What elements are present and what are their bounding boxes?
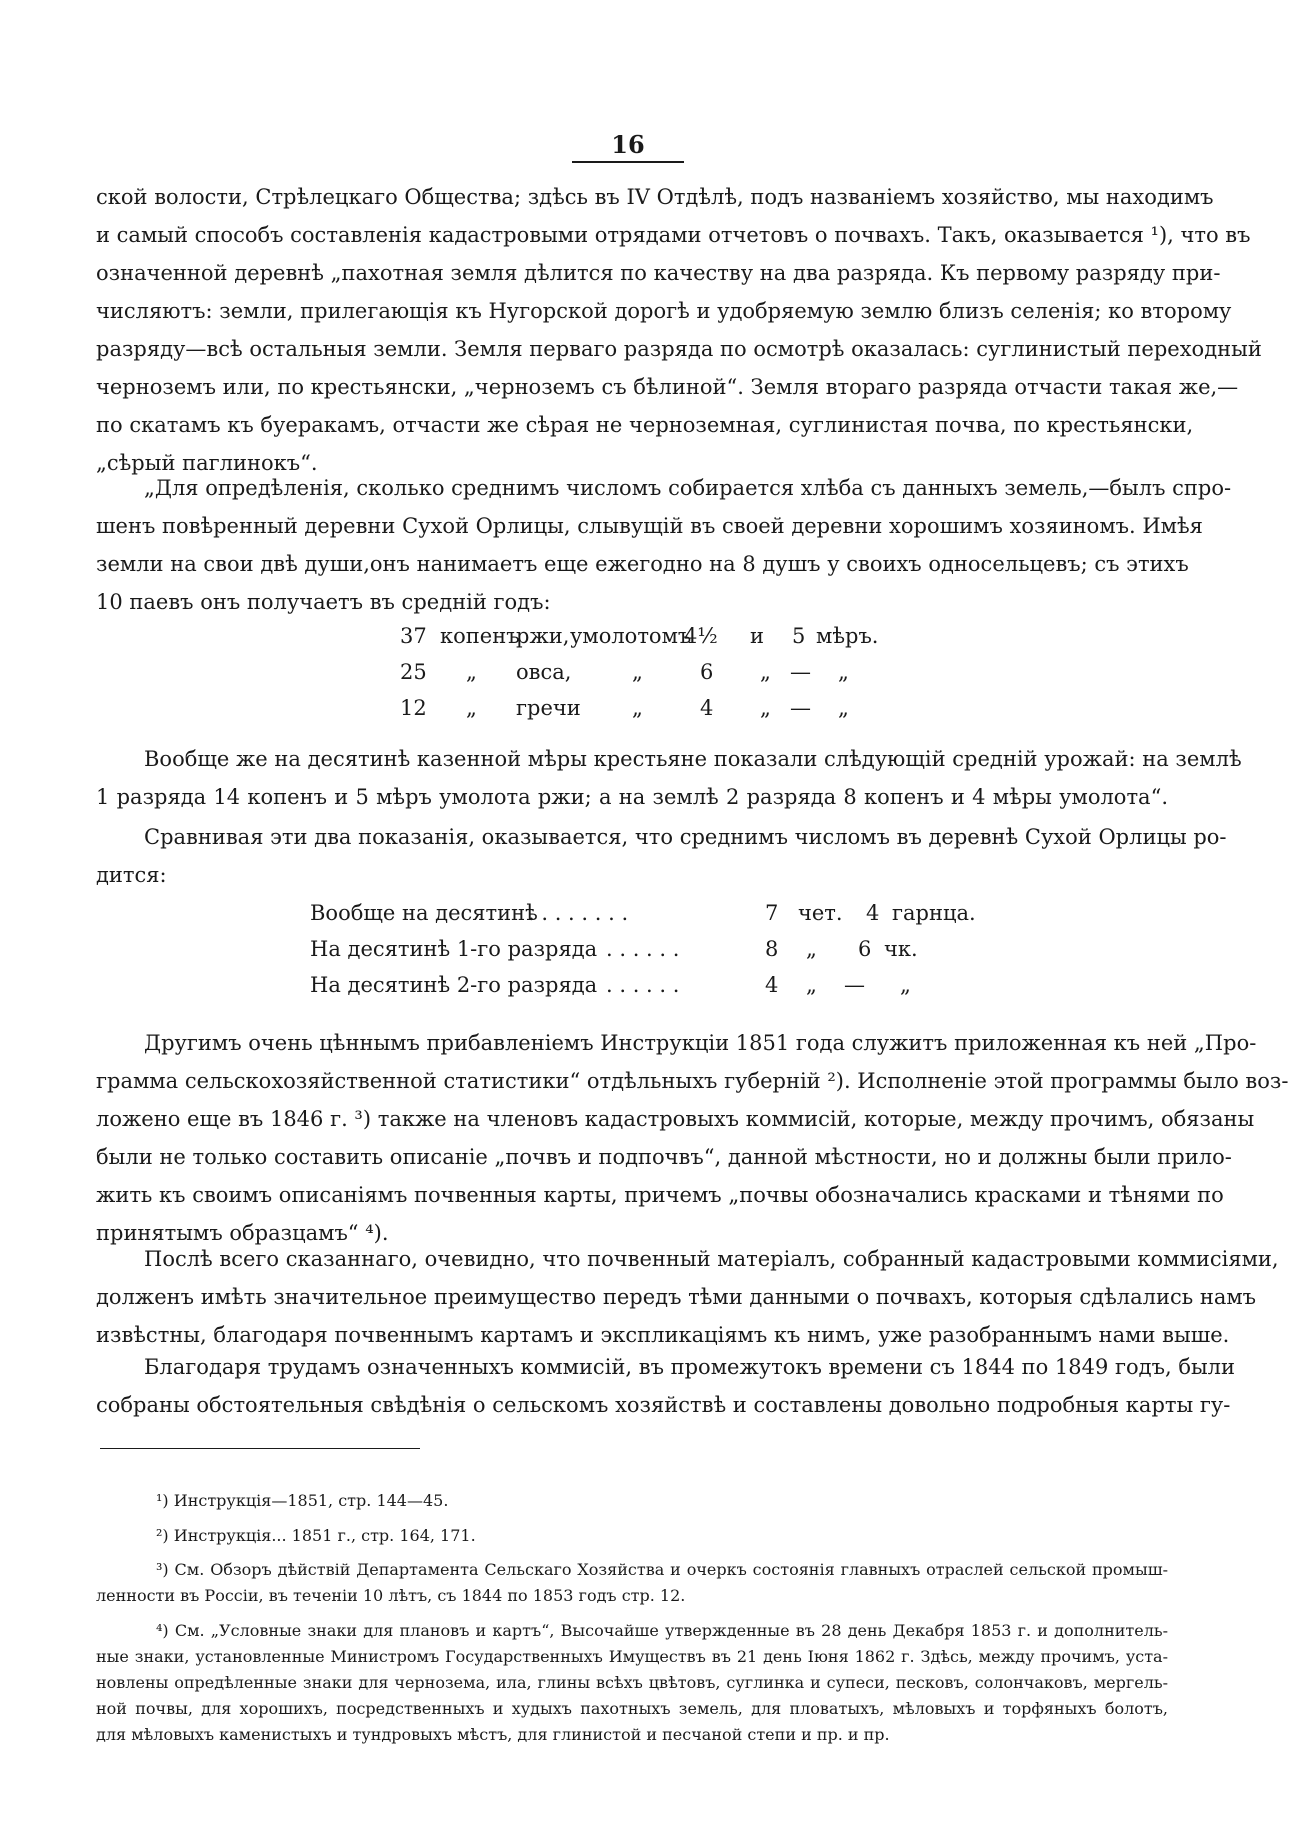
harvest-row bbox=[310, 931, 990, 967]
harvest-cell: чет. bbox=[798, 901, 843, 925]
text-line: и самый способъ составленія кадастровыми отрядами отчетовъ о почвахъ. Такъ, оказывается ¹), что въ bbox=[96, 223, 1251, 247]
yield-cell: „ bbox=[760, 660, 771, 684]
text-line: 10 паевъ онъ получаетъ въ средній годъ: bbox=[96, 590, 551, 614]
harvest-cell: „ bbox=[900, 973, 911, 997]
yield-cell: ржи, bbox=[516, 624, 570, 648]
yield-table bbox=[400, 618, 920, 728]
harvest-cell: Вообще на десятинѣ bbox=[310, 901, 538, 925]
harvest-cell: „ bbox=[806, 973, 817, 997]
paragraph-2 bbox=[96, 469, 1232, 621]
footnote-line: ленности въ Россіи, въ теченіи 10 лѣтъ, съ 1844 по 1853 годъ стр. 12. bbox=[96, 1586, 686, 1605]
harvest-cell: 4 bbox=[765, 973, 779, 997]
yield-cell: мѣръ. bbox=[816, 624, 879, 648]
yield-cell: овса, bbox=[516, 660, 572, 684]
text-line: извѣстны, благодаря почвеннымъ картамъ и экспликаціямъ къ нимъ, уже разобраннымъ нами выше. bbox=[96, 1323, 1230, 1347]
harvest-cell: . . . . . . bbox=[606, 937, 680, 961]
yield-cell: 37 bbox=[400, 624, 427, 648]
yield-cell: — bbox=[790, 660, 811, 684]
yield-cell: — bbox=[790, 696, 811, 720]
text-line: разряду—всѣ остальныя земли. Земля перваго разряда по осмотрѣ оказалась: суглинистый переходный bbox=[96, 337, 1262, 361]
text-line: Вообще же на десятинѣ казенной мѣры крестьяне показали слѣдующій средній урожай: на землѣ bbox=[144, 747, 1242, 771]
text-line: „Для опредѣленія, сколько среднимъ числомъ собирается хлѣба съ данныхъ земель,—былъ спро- bbox=[144, 476, 1232, 500]
harvest-cell: . . . . . . . . bbox=[528, 901, 629, 925]
footnote-line: новлены опредѣленные знаки для чернозема, ила, глины всѣхъ цвѣтовъ, суглинка и супеси, песковъ, солончаковъ, мергель- bbox=[96, 1673, 1168, 1692]
text-line: дится: bbox=[96, 863, 167, 887]
yield-cell: „ bbox=[632, 660, 643, 684]
paragraph-6 bbox=[96, 1240, 1279, 1354]
harvest-table bbox=[310, 895, 990, 1005]
yield-cell: гречи bbox=[516, 696, 581, 720]
harvest-cell: 8 bbox=[765, 937, 779, 961]
harvest-cell: гарнца. bbox=[892, 901, 976, 925]
yield-cell: 5 bbox=[792, 624, 806, 648]
footnote-4 bbox=[96, 1618, 1168, 1748]
text-line: ложено еще въ 1846 г. ³) также на членовъ кадастровыхъ коммисій, которые, между прочимъ, обязаны bbox=[96, 1107, 1255, 1131]
paragraph-7 bbox=[96, 1348, 1236, 1424]
text-line: Благодаря трудамъ означенныхъ коммисій, въ промежутокъ времени съ 1844 по 1849 годъ, были bbox=[144, 1355, 1236, 1379]
yield-row bbox=[400, 690, 920, 726]
text-line: по скатамъ къ буеракамъ, отчасти же сѣрая не черноземная, суглинистая почва, по крестьянски, bbox=[96, 413, 1194, 437]
yield-row bbox=[400, 654, 920, 690]
yield-cell: копенъ bbox=[440, 624, 520, 648]
yield-cell: и bbox=[750, 624, 764, 648]
text-line: шенъ повѣренный деревни Сухой Орлицы, слывущій въ своей деревни хорошимъ хозяиномъ. Имѣя bbox=[96, 514, 1203, 538]
footnote-line: ²) Инструкція... 1851 г., стр. 164, 171. bbox=[156, 1526, 476, 1545]
footnote-2 bbox=[96, 1523, 1168, 1549]
text-line: черноземъ или, по крестьянски, „черноземъ съ бѣлиной“. Земля втораго разряда отчасти такая же,— bbox=[96, 375, 1239, 399]
harvest-cell: На десятинѣ 2-го разряда bbox=[310, 973, 598, 997]
text-line: были не только составить описаніе „почвъ и подпочвъ“, данной мѣстности, но и должны были прило- bbox=[96, 1145, 1232, 1169]
harvest-cell: „ bbox=[806, 937, 817, 961]
text-line: принятымъ образцамъ“ ⁴). bbox=[96, 1221, 389, 1245]
paragraph-1 bbox=[96, 178, 1262, 482]
page-number-rule bbox=[572, 161, 684, 163]
yield-cell: умолотомъ bbox=[570, 624, 692, 648]
text-line: собраны обстоятельныя свѣдѣнія о сельскомъ хозяйствѣ и составлены довольно подробныя карты гу- bbox=[96, 1393, 1231, 1417]
yield-cell: 25 bbox=[400, 660, 427, 684]
harvest-row bbox=[310, 895, 990, 931]
text-line: числяютъ: земли, прилегающія къ Нугорской дорогѣ и удобряемую землю близъ селенія; ко второму bbox=[96, 299, 1232, 323]
footnote-line: ³) См. Обзоръ дѣйствій Департамента Сельскаго Хозяйства и очеркъ состоянія главныхъ отраслей сельской промыш- bbox=[156, 1560, 1168, 1579]
yield-cell: 4½ bbox=[684, 624, 718, 648]
yield-cell: 4 bbox=[700, 696, 714, 720]
text-line: долженъ имѣть значительное преимущество передъ тѣми данными о почвахъ, которыя сдѣлались намъ bbox=[96, 1285, 1257, 1309]
yield-cell: „ bbox=[466, 660, 477, 684]
harvest-row bbox=[310, 967, 990, 1003]
footnote-line: для мѣловыхъ каменистыхъ и тундровыхъ мѣстъ, для глинистой и песчаной степи и пр. и пр. bbox=[96, 1725, 890, 1744]
yield-cell: 12 bbox=[400, 696, 427, 720]
text-line: грамма сельскохозяйственной статистики“ отдѣльныхъ губерній ²). Исполненіе этой программы было воз- bbox=[96, 1069, 1289, 1093]
text-line: жить къ своимъ описаніямъ почвенныя карты, причемъ „почвы обозначались красками и тѣнями по bbox=[96, 1183, 1224, 1207]
yield-cell: „ bbox=[632, 696, 643, 720]
paragraph-3 bbox=[96, 740, 1242, 816]
text-line: Сравнивая эти два показанія, оказывается, что среднимъ числомъ въ деревнѣ Сухой Орлицы ро- bbox=[144, 825, 1227, 849]
paragraph-4 bbox=[96, 818, 1227, 894]
harvest-cell: . . . . . . bbox=[606, 973, 680, 997]
yield-cell: 6 bbox=[700, 660, 714, 684]
paragraph-5 bbox=[96, 1024, 1289, 1252]
page-number: 16 bbox=[611, 130, 645, 159]
harvest-cell: 6 bbox=[858, 937, 872, 961]
footnote-line: ные знаки, установленные Министромъ Государственныхъ Имуществъ въ 21 день Іюня 1862 г. Здѣсь, между прочимъ, уста- bbox=[96, 1647, 1168, 1666]
footnote-line: ной почвы, для хорошихъ, посредственныхъ и худыхъ пахотныхъ земель, для пловатыхъ, мѣловыхъ и торфяныхъ болотъ, bbox=[96, 1699, 1168, 1718]
yield-cell: „ bbox=[838, 660, 849, 684]
yield-cell: „ bbox=[760, 696, 771, 720]
text-line: 1 разряда 14 копенъ и 5 мѣръ умолота ржи; а на землѣ 2 разряда 8 копенъ и 4 мѣры умолота“. bbox=[96, 785, 1168, 809]
footnote-1 bbox=[96, 1488, 1168, 1514]
footnote-separator bbox=[100, 1448, 420, 1449]
yield-row bbox=[400, 618, 920, 654]
yield-cell: „ bbox=[838, 696, 849, 720]
text-line: „сѣрый паглинокъ“. bbox=[96, 451, 318, 475]
text-line: означенной деревнѣ „пахотная земля дѣлится по качеству на два разряда. Къ первому разряду при- bbox=[96, 261, 1221, 285]
harvest-cell: 7 bbox=[765, 901, 779, 925]
footnote-line: ¹) Инструкція—1851, стр. 144—45. bbox=[156, 1491, 449, 1510]
text-line: ской волости, Стрѣлецкаго Общества; здѣсь въ IV Отдѣлѣ, подъ названіемъ хозяйство, мы находимъ bbox=[96, 185, 1214, 209]
harvest-cell: На десятинѣ 1-го разряда bbox=[310, 937, 598, 961]
harvest-cell: 4 bbox=[866, 901, 880, 925]
text-line: земли на свои двѣ души,онъ нанимаетъ еще ежегодно на 8 душъ у своихъ односельцевъ; съ этихъ bbox=[96, 552, 1189, 576]
text-line: Другимъ очень цѣннымъ прибавленіемъ Инструкціи 1851 года служитъ приложенная къ ней „Про- bbox=[144, 1031, 1257, 1055]
footnote-3 bbox=[96, 1557, 1168, 1609]
yield-cell: „ bbox=[466, 696, 477, 720]
harvest-cell: чк. bbox=[884, 937, 918, 961]
harvest-cell: — bbox=[844, 973, 865, 997]
footnote-line: ⁴) См. „Условные знаки для плановъ и картъ“, Высочайше утвержденные въ 28 день Декабря 1853 г. и дополнитель- bbox=[156, 1621, 1168, 1640]
text-line: Послѣ всего сказаннаго, очевидно, что почвенный матеріалъ, собранный кадастровыми коммисіями, bbox=[144, 1247, 1279, 1271]
